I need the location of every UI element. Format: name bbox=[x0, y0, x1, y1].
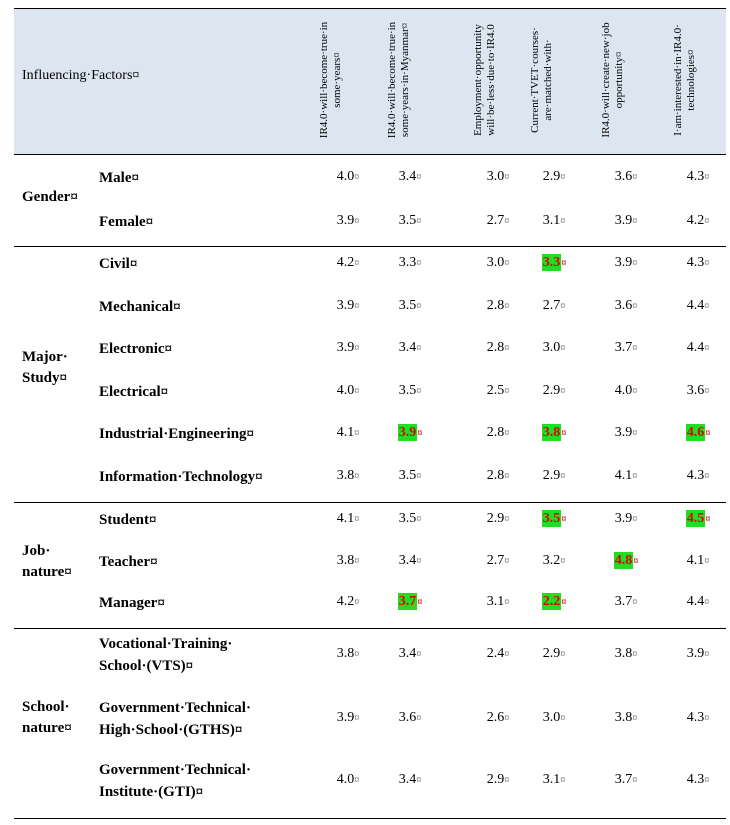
corner-label: Influencing·Factors¤ bbox=[22, 68, 140, 83]
table-cell bbox=[606, 340, 646, 356]
cell-value: 4.5 bbox=[686, 511, 705, 526]
cell-mark: ¤ bbox=[504, 556, 510, 567]
cell-value: 3.3 bbox=[542, 255, 561, 270]
cell-mark: ¤ bbox=[354, 556, 360, 567]
cell-value: 3.9 bbox=[614, 213, 633, 228]
cell-mark: ¤ bbox=[416, 471, 422, 482]
cell-value: 4.3 bbox=[686, 169, 705, 184]
cell-value: 2.8 bbox=[486, 425, 505, 440]
cell-value: 2.7 bbox=[542, 298, 561, 313]
table-cell bbox=[328, 340, 368, 356]
table-cell bbox=[390, 340, 430, 356]
cell-value: 3.1 bbox=[486, 594, 505, 609]
cell-value: 4.0 bbox=[336, 383, 355, 398]
cell-mark: ¤ bbox=[354, 343, 360, 354]
table-cell bbox=[606, 213, 646, 229]
table-cell bbox=[606, 772, 646, 788]
table-cell bbox=[678, 646, 718, 662]
cell-mark: ¤ bbox=[561, 597, 567, 608]
cell-value: 3.6 bbox=[614, 298, 633, 313]
cell-mark: ¤ bbox=[560, 301, 566, 312]
cell-mark: ¤ bbox=[560, 343, 566, 354]
cell-mark: ¤ bbox=[504, 514, 510, 525]
highlighted-cell bbox=[534, 594, 574, 610]
table-cell bbox=[390, 255, 430, 271]
cell-value: 4.1 bbox=[686, 553, 705, 568]
cell-mark: ¤ bbox=[560, 216, 566, 227]
cell-value: 3.4 bbox=[398, 169, 417, 184]
table-cell bbox=[328, 383, 368, 399]
row-label: Civil¤ bbox=[99, 256, 138, 272]
cell-value: 3.7 bbox=[614, 594, 633, 609]
table-rule bbox=[14, 8, 726, 9]
table-cell bbox=[678, 298, 718, 314]
cell-mark: ¤ bbox=[416, 216, 422, 227]
table-cell bbox=[390, 772, 430, 788]
cell-mark: ¤ bbox=[704, 343, 710, 354]
cell-mark: ¤ bbox=[560, 172, 566, 183]
cell-mark: ¤ bbox=[504, 649, 510, 660]
cell-mark: ¤ bbox=[416, 713, 422, 724]
cell-mark: ¤ bbox=[354, 301, 360, 312]
cell-value: 4.4 bbox=[686, 340, 705, 355]
table-cell bbox=[606, 169, 646, 185]
cell-mark: ¤ bbox=[416, 301, 422, 312]
cell-value: 2.6 bbox=[486, 710, 505, 725]
cell-value: 4.3 bbox=[686, 772, 705, 787]
cell-value: 3.0 bbox=[542, 340, 561, 355]
cell-mark: ¤ bbox=[704, 258, 710, 269]
cell-value: 3.8 bbox=[542, 425, 561, 440]
cell-mark: ¤ bbox=[632, 301, 638, 312]
table-cell bbox=[478, 255, 518, 271]
row-label: Teacher¤ bbox=[99, 554, 158, 570]
cell-value: 3.6 bbox=[614, 169, 633, 184]
cell-value: 4.0 bbox=[336, 772, 355, 787]
column-header-label: IR4.0·will·become·true·in some·years¤ bbox=[318, 21, 343, 139]
cell-value: 2.8 bbox=[486, 340, 505, 355]
cell-mark: ¤ bbox=[504, 428, 510, 439]
highlighted-cell bbox=[390, 425, 430, 441]
cell-value: 4.3 bbox=[686, 710, 705, 725]
highlighted-cell bbox=[534, 425, 574, 441]
table-cell bbox=[678, 383, 718, 399]
cell-value: 3.0 bbox=[486, 169, 505, 184]
cell-value: 3.5 bbox=[398, 468, 417, 483]
cell-value: 2.7 bbox=[486, 553, 505, 568]
cell-mark: ¤ bbox=[632, 343, 638, 354]
table-cell bbox=[534, 710, 574, 726]
table-cell bbox=[478, 710, 518, 726]
cell-value: 3.5 bbox=[398, 213, 417, 228]
cell-value: 3.9 bbox=[614, 255, 633, 270]
table-cell bbox=[328, 425, 368, 441]
table-cell bbox=[606, 425, 646, 441]
cell-mark: ¤ bbox=[416, 386, 422, 397]
table-rule bbox=[14, 502, 726, 503]
cell-value: 3.3 bbox=[398, 255, 417, 270]
cell-mark: ¤ bbox=[704, 775, 710, 786]
cell-value: 3.4 bbox=[398, 772, 417, 787]
cell-value: 2.9 bbox=[486, 511, 505, 526]
table-cell bbox=[478, 298, 518, 314]
cell-value: 3.5 bbox=[398, 511, 417, 526]
column-header bbox=[672, 10, 710, 150]
table-cell bbox=[534, 772, 574, 788]
cell-value: 3.8 bbox=[336, 553, 355, 568]
table-cell bbox=[534, 553, 574, 569]
cell-value: 3.7 bbox=[614, 772, 633, 787]
cell-mark: ¤ bbox=[504, 172, 510, 183]
cell-value: 4.3 bbox=[686, 468, 705, 483]
table-cell bbox=[390, 383, 430, 399]
group-label: Major· Study¤ bbox=[22, 349, 68, 386]
cell-mark: ¤ bbox=[704, 216, 710, 227]
table-cell bbox=[534, 169, 574, 185]
table-rule bbox=[14, 246, 726, 247]
cell-mark: ¤ bbox=[632, 775, 638, 786]
group-label: School· nature¤ bbox=[22, 699, 72, 736]
table-cell bbox=[606, 383, 646, 399]
cell-mark: ¤ bbox=[632, 216, 638, 227]
table-cell bbox=[678, 553, 718, 569]
table-cell bbox=[328, 710, 368, 726]
cell-mark: ¤ bbox=[560, 649, 566, 660]
column-header-label: IR4.0·will·become·true·in some·years·in·Myanmar¤ bbox=[386, 21, 411, 139]
cell-value: 3.1 bbox=[542, 772, 561, 787]
cell-value: 4.2 bbox=[686, 213, 705, 228]
cell-mark: ¤ bbox=[632, 386, 638, 397]
table-cell bbox=[328, 169, 368, 185]
cell-value: 2.7 bbox=[486, 213, 505, 228]
table-cell bbox=[606, 594, 646, 610]
cell-mark: ¤ bbox=[632, 514, 638, 525]
row-label: Government·Technical· High·School·(GTHS)¤ bbox=[99, 700, 251, 738]
cell-value: 2.4 bbox=[486, 646, 505, 661]
cell-mark: ¤ bbox=[354, 258, 360, 269]
cell-mark: ¤ bbox=[632, 172, 638, 183]
cell-value: 3.0 bbox=[542, 710, 561, 725]
cell-value: 4.1 bbox=[336, 511, 355, 526]
cell-value: 3.1 bbox=[542, 213, 561, 228]
cell-value: 4.6 bbox=[686, 425, 705, 440]
table-cell bbox=[678, 594, 718, 610]
table-cell bbox=[678, 255, 718, 271]
cell-mark: ¤ bbox=[632, 597, 638, 608]
cell-mark: ¤ bbox=[504, 301, 510, 312]
row-label: Government·Technical· Institute·(GTI)¤ bbox=[99, 762, 251, 800]
row-label: Student¤ bbox=[99, 512, 157, 528]
cell-value: 2.8 bbox=[486, 298, 505, 313]
table-cell bbox=[534, 468, 574, 484]
cell-mark: ¤ bbox=[705, 428, 711, 439]
column-header bbox=[318, 10, 356, 150]
table-cell bbox=[678, 772, 718, 788]
cell-mark: ¤ bbox=[561, 514, 567, 525]
cell-mark: ¤ bbox=[560, 386, 566, 397]
cell-mark: ¤ bbox=[417, 428, 423, 439]
column-header-label: I·am·interested·in·IR4.0· technologies¤ bbox=[672, 24, 697, 136]
table-cell bbox=[606, 710, 646, 726]
table-cell bbox=[534, 340, 574, 356]
cell-mark: ¤ bbox=[416, 556, 422, 567]
highlighted-cell bbox=[606, 553, 646, 569]
cell-value: 3.9 bbox=[614, 511, 633, 526]
cell-mark: ¤ bbox=[561, 258, 567, 269]
table-cell bbox=[478, 772, 518, 788]
row-label: Electrical¤ bbox=[99, 384, 169, 400]
column-header bbox=[472, 10, 510, 150]
cell-mark: ¤ bbox=[560, 713, 566, 724]
cell-value: 3.2 bbox=[542, 553, 561, 568]
cell-value: 3.4 bbox=[398, 340, 417, 355]
cell-mark: ¤ bbox=[705, 514, 711, 525]
row-label: Industrial·Engineering¤ bbox=[99, 426, 255, 442]
table-cell bbox=[478, 594, 518, 610]
cell-value: 2.2 bbox=[542, 594, 561, 609]
cell-value: 3.5 bbox=[542, 511, 561, 526]
cell-mark: ¤ bbox=[354, 386, 360, 397]
cell-mark: ¤ bbox=[354, 216, 360, 227]
highlighted-cell bbox=[678, 511, 718, 527]
cell-mark: ¤ bbox=[504, 216, 510, 227]
table-cell bbox=[478, 425, 518, 441]
cell-value: 4.0 bbox=[336, 169, 355, 184]
cell-mark: ¤ bbox=[417, 597, 423, 608]
cell-mark: ¤ bbox=[354, 471, 360, 482]
group-label: Gender¤ bbox=[22, 189, 78, 205]
table-cell bbox=[328, 213, 368, 229]
cell-mark: ¤ bbox=[560, 556, 566, 567]
table-cell bbox=[606, 646, 646, 662]
cell-value: 2.5 bbox=[486, 383, 505, 398]
cell-mark: ¤ bbox=[416, 649, 422, 660]
cell-value: 4.1 bbox=[614, 468, 633, 483]
cell-value: 2.9 bbox=[486, 772, 505, 787]
cell-mark: ¤ bbox=[632, 649, 638, 660]
cell-mark: ¤ bbox=[354, 514, 360, 525]
cell-mark: ¤ bbox=[416, 343, 422, 354]
cell-value: 3.8 bbox=[336, 646, 355, 661]
table-cell bbox=[678, 169, 718, 185]
cell-value: 3.7 bbox=[398, 594, 417, 609]
cell-mark: ¤ bbox=[504, 597, 510, 608]
column-header-label: Current·TVET·courses· are·matched·with· bbox=[529, 27, 554, 133]
highlighted-cell bbox=[534, 255, 574, 271]
cell-value: 3.9 bbox=[336, 298, 355, 313]
cell-value: 3.9 bbox=[336, 340, 355, 355]
cell-value: 3.9 bbox=[336, 710, 355, 725]
cell-mark: ¤ bbox=[504, 343, 510, 354]
cell-mark: ¤ bbox=[504, 258, 510, 269]
table-cell bbox=[678, 340, 718, 356]
row-label: Vocational·Training· School·(VTS)¤ bbox=[99, 636, 233, 674]
cell-value: 3.5 bbox=[398, 383, 417, 398]
table-rule bbox=[14, 628, 726, 629]
cell-mark: ¤ bbox=[704, 386, 710, 397]
cell-value: 4.1 bbox=[336, 425, 355, 440]
table-cell bbox=[328, 553, 368, 569]
table-rule bbox=[14, 154, 726, 155]
table-cell bbox=[478, 553, 518, 569]
table-cell bbox=[390, 298, 430, 314]
cell-mark: ¤ bbox=[704, 301, 710, 312]
cell-mark: ¤ bbox=[416, 514, 422, 525]
table-cell bbox=[390, 468, 430, 484]
cell-mark: ¤ bbox=[704, 172, 710, 183]
table-cell bbox=[390, 710, 430, 726]
highlighted-cell bbox=[390, 594, 430, 610]
cell-value: 3.9 bbox=[398, 425, 417, 440]
cell-mark: ¤ bbox=[354, 597, 360, 608]
table-cell bbox=[678, 710, 718, 726]
table-cell bbox=[678, 213, 718, 229]
cell-mark: ¤ bbox=[416, 258, 422, 269]
table-cell bbox=[328, 646, 368, 662]
cell-value: 3.5 bbox=[398, 298, 417, 313]
table-cell bbox=[478, 169, 518, 185]
cell-mark: ¤ bbox=[560, 471, 566, 482]
table-cell bbox=[328, 468, 368, 484]
cell-mark: ¤ bbox=[632, 713, 638, 724]
cell-mark: ¤ bbox=[354, 649, 360, 660]
cell-value: 3.4 bbox=[398, 553, 417, 568]
cell-mark: ¤ bbox=[704, 713, 710, 724]
column-header bbox=[600, 10, 638, 150]
cell-value: 4.2 bbox=[336, 594, 355, 609]
cell-mark: ¤ bbox=[632, 258, 638, 269]
table-cell bbox=[390, 646, 430, 662]
cell-value: 4.3 bbox=[686, 255, 705, 270]
cell-value: 3.9 bbox=[614, 425, 633, 440]
cell-mark: ¤ bbox=[354, 428, 360, 439]
table-cell bbox=[606, 298, 646, 314]
row-label: Male¤ bbox=[99, 170, 139, 186]
cell-value: 3.9 bbox=[686, 646, 705, 661]
column-header-label: Employment·opportunity will·be·less·due·to·IR4.0 bbox=[472, 24, 497, 136]
cell-value: 4.2 bbox=[336, 255, 355, 270]
cell-value: 2.9 bbox=[542, 383, 561, 398]
column-header bbox=[529, 10, 567, 150]
cell-mark: ¤ bbox=[416, 172, 422, 183]
row-label: Female¤ bbox=[99, 214, 154, 230]
cell-value: 3.0 bbox=[486, 255, 505, 270]
table-cell bbox=[534, 298, 574, 314]
cell-value: 2.9 bbox=[542, 468, 561, 483]
cell-value: 3.8 bbox=[614, 646, 633, 661]
cell-value: 3.8 bbox=[614, 710, 633, 725]
cell-mark: ¤ bbox=[632, 471, 638, 482]
cell-mark: ¤ bbox=[416, 775, 422, 786]
cell-value: 3.4 bbox=[398, 646, 417, 661]
table-cell bbox=[534, 383, 574, 399]
table-cell bbox=[478, 213, 518, 229]
table-cell bbox=[328, 772, 368, 788]
cell-value: 2.9 bbox=[542, 646, 561, 661]
table-cell bbox=[678, 468, 718, 484]
cell-value: 2.8 bbox=[486, 468, 505, 483]
cell-mark: ¤ bbox=[704, 649, 710, 660]
cell-mark: ¤ bbox=[354, 775, 360, 786]
row-label: Manager¤ bbox=[99, 595, 165, 611]
cell-mark: ¤ bbox=[504, 386, 510, 397]
table-cell bbox=[606, 468, 646, 484]
column-header bbox=[386, 10, 424, 150]
cell-mark: ¤ bbox=[561, 428, 567, 439]
cell-value: 4.4 bbox=[686, 594, 705, 609]
table-cell bbox=[478, 383, 518, 399]
cell-mark: ¤ bbox=[704, 597, 710, 608]
table-cell bbox=[478, 646, 518, 662]
cell-mark: ¤ bbox=[633, 556, 639, 567]
table-cell bbox=[390, 511, 430, 527]
table-cell bbox=[534, 213, 574, 229]
cell-value: 4.4 bbox=[686, 298, 705, 313]
cell-mark: ¤ bbox=[632, 428, 638, 439]
cell-value: 3.8 bbox=[336, 468, 355, 483]
cell-value: 4.8 bbox=[614, 553, 633, 568]
cell-value: 4.0 bbox=[614, 383, 633, 398]
cell-value: 3.6 bbox=[686, 383, 705, 398]
table-cell bbox=[478, 340, 518, 356]
row-label: Information·Technology¤ bbox=[99, 469, 263, 485]
table-cell bbox=[328, 255, 368, 271]
table-cell bbox=[478, 511, 518, 527]
table-cell bbox=[478, 468, 518, 484]
table-cell bbox=[328, 594, 368, 610]
cell-mark: ¤ bbox=[560, 775, 566, 786]
table-cell bbox=[390, 213, 430, 229]
table-cell bbox=[390, 169, 430, 185]
highlighted-cell bbox=[534, 511, 574, 527]
table-rule bbox=[14, 818, 726, 819]
table-cell bbox=[328, 511, 368, 527]
cell-mark: ¤ bbox=[504, 775, 510, 786]
cell-mark: ¤ bbox=[704, 471, 710, 482]
group-label: Job· nature¤ bbox=[22, 543, 72, 580]
table-cell bbox=[606, 511, 646, 527]
column-header-label: IR4.0·will·create·new·job opportunity¤ bbox=[600, 22, 625, 138]
cell-value: 2.9 bbox=[542, 169, 561, 184]
cell-value: 3.9 bbox=[336, 213, 355, 228]
cell-mark: ¤ bbox=[504, 713, 510, 724]
cell-mark: ¤ bbox=[354, 172, 360, 183]
cell-value: 3.6 bbox=[398, 710, 417, 725]
table-cell bbox=[390, 553, 430, 569]
table-cell bbox=[328, 298, 368, 314]
table-cell bbox=[606, 255, 646, 271]
cell-value: 3.7 bbox=[614, 340, 633, 355]
cell-mark: ¤ bbox=[354, 713, 360, 724]
cell-mark: ¤ bbox=[504, 471, 510, 482]
row-label: Electronic¤ bbox=[99, 341, 173, 357]
highlighted-cell bbox=[678, 425, 718, 441]
row-label: Mechanical¤ bbox=[99, 299, 181, 315]
table-cell bbox=[534, 646, 574, 662]
cell-mark: ¤ bbox=[704, 556, 710, 567]
